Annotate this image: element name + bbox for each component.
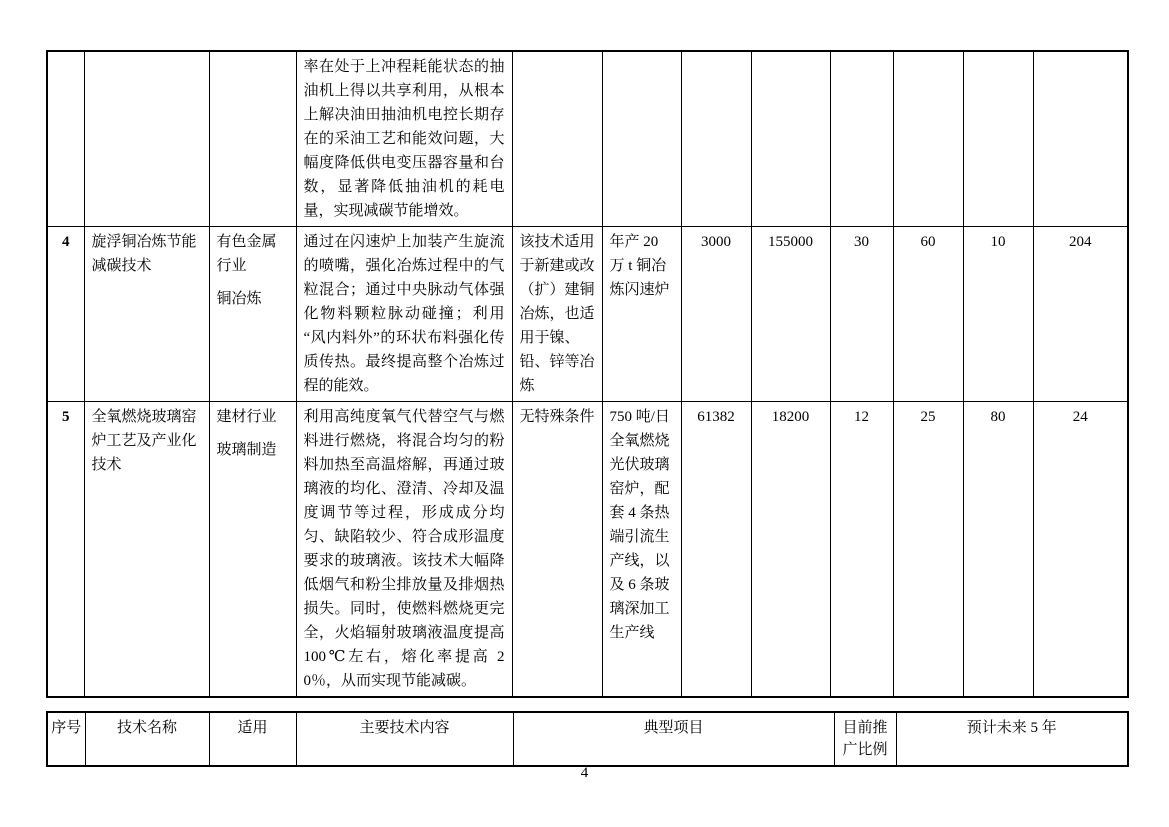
cell-value-2: 155000 [751, 227, 830, 402]
cell-value-3: 12 [830, 402, 893, 698]
cell-seq: 4 [47, 227, 84, 402]
cell-applicable-condition: 该技术适用于新建或改（扩）建铜冶炼，也适用于镍、铅、锌等冶炼 [512, 227, 602, 402]
header-row [47, 712, 1128, 766]
cell-value-4 [893, 51, 963, 227]
cell-value-1: 61382 [681, 402, 751, 698]
header-future-5-years: 预计未来 5 年 [896, 712, 1128, 766]
next-page-header-row [46, 711, 1129, 767]
cell-value-5 [963, 51, 1033, 227]
industry-line-2: 玻璃制造 [216, 442, 277, 458]
cell-value-3: 30 [830, 227, 893, 402]
cell-industry [209, 227, 296, 402]
cell-value-4: 60 [893, 227, 963, 402]
cell-typical-project: 750 吨/日全氧燃烧光伏玻璃窑炉，配套 4 条热端引流生产线，以及 6 条玻璃深加工生产线 [602, 402, 681, 698]
industry-line-2: 铜冶炼 [216, 291, 262, 307]
cell-tech-name: 全氧燃烧玻璃窑炉工艺及产业化技术 [84, 402, 209, 698]
cell-value-6 [1033, 51, 1128, 227]
cell-value-1: 3000 [681, 227, 751, 402]
page-number: 4 [580, 765, 589, 781]
table-row-5 [47, 402, 1128, 698]
header-applicable: 适用 [209, 712, 296, 766]
cell-seq [47, 51, 84, 227]
cell-main-content: 率在处于上冲程耗能状态的抽油机上得以共享利用，从根本上解决油田抽油机电控长期存在的采油工艺和能效问题，大幅度降低供电变压器容量和台数，显著降低抽油机的耗电量，实现减碳节能增效。 [296, 51, 512, 227]
table-row-continuation [47, 51, 1128, 227]
cell-typical-project: 年产 20 万 t 铜冶炼闪速炉 [602, 227, 681, 402]
header-typical-project: 典型项目 [513, 712, 834, 766]
cell-value-5: 80 [963, 402, 1033, 698]
cell-applicable-condition: 无特殊条件 [512, 402, 602, 698]
cell-value-2: 18200 [751, 402, 830, 698]
cell-seq: 5 [47, 402, 84, 698]
cell-value-2 [751, 51, 830, 227]
cell-value-6: 24 [1033, 402, 1128, 698]
cell-typical-project [602, 51, 681, 227]
industry-line-1: 建材行业 [216, 409, 277, 425]
header-seq: 序号 [47, 712, 85, 766]
header-tech-name: 技术名称 [85, 712, 209, 766]
cell-main-content: 通过在闪速炉上加装产生旋流的喷嘴，强化冶炼过程中的气粒混合；通过中央脉动气体强化物料颗粒脉动碰撞；利用“风内料外”的环状布料强化传质传热。最终提高整个冶炼过程的能效。 [296, 227, 512, 402]
header-promotion-ratio: 目前推广比例 [834, 712, 896, 766]
cell-value-4: 25 [893, 402, 963, 698]
header-main-content: 主要技术内容 [296, 712, 513, 766]
cell-value-5: 10 [963, 227, 1033, 402]
cell-main-content: 利用高纯度氧气代替空气与燃料进行燃烧，将混合均匀的粉料加热至高温熔解，再通过玻璃液的均化、澄清、冷却及温度调节等过程，形成成分均匀、缺陷较少、符合成形温度要求的玻璃液。该技术大幅降低烟气和粉尘排放量及排烟热损失。同时，使燃料燃烧更完全，火焰辐射玻璃液温度提高 100℃左右，熔化率提高 20％，从而实现节能减碳。 [296, 402, 512, 698]
cell-industry [209, 402, 296, 698]
table-row-4 [47, 227, 1128, 402]
cell-industry [209, 51, 296, 227]
cell-value-6: 204 [1033, 227, 1128, 402]
industry-line-1: 有色金属行业 [216, 234, 277, 274]
cell-value-3 [830, 51, 893, 227]
technology-table [46, 50, 1129, 698]
cell-value-1 [681, 51, 751, 227]
cell-applicable-condition [512, 51, 602, 227]
cell-tech-name: 旋浮铜冶炼节能减碳技术 [84, 227, 209, 402]
cell-tech-name [84, 51, 209, 227]
